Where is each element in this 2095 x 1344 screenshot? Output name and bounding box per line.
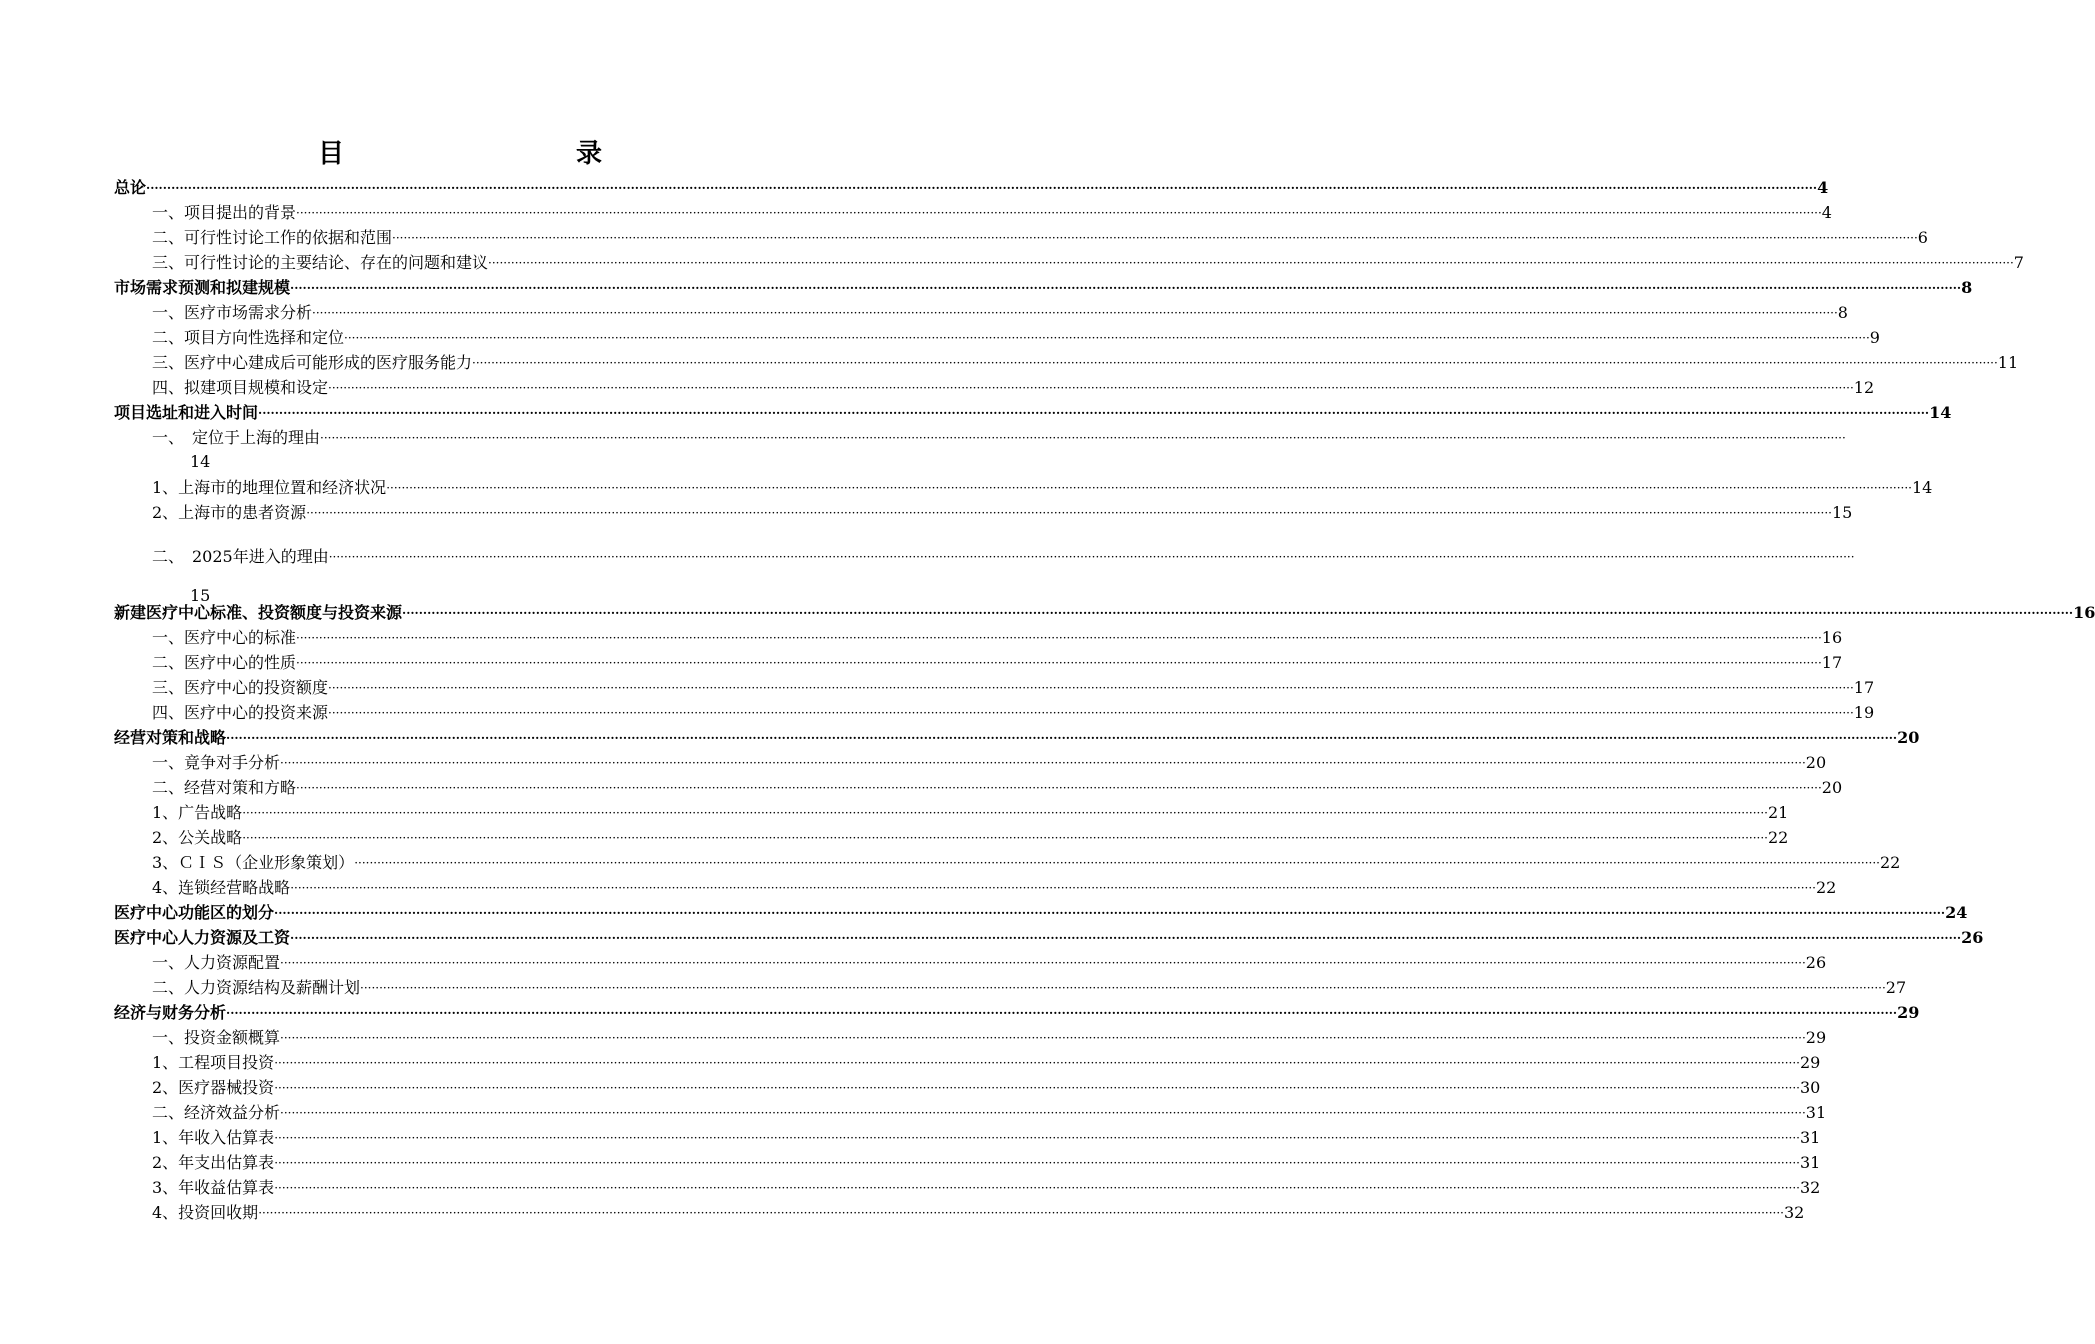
toc-entry-page: 32 <box>1799 1178 1821 1197</box>
toc-entry-page: 31 <box>1799 1153 1821 1172</box>
toc-leader-dots: ················································································································································································································································································································································································································ <box>472 356 1998 370</box>
toc-entry[interactable] <box>152 198 1832 223</box>
toc-entry-title: 2、医疗器械投资 <box>152 1078 275 1097</box>
toc-entry-title: 一、医疗中心的标准 <box>152 628 297 647</box>
toc-entry-page: 4 <box>1821 203 1832 222</box>
toc-entry-title: 总论 <box>114 178 147 197</box>
toc-entry-title: 一、竟争对手分析 <box>152 753 281 772</box>
toc-entry-page: 22 <box>1767 828 1789 847</box>
toc-leader-dots: ················································································································································································································································································································································································································ <box>488 256 2014 270</box>
toc-leader-dots: ················································································································································································································································································································································································································ <box>328 706 1854 720</box>
toc-leader-dots: ················································································································································································································································································································································································································ <box>280 1106 1806 1120</box>
toc-entry[interactable] <box>152 1048 1821 1073</box>
toc-entry[interactable] <box>152 223 1928 248</box>
toc-leader-dots: ················································································································································································································································································································································································································ <box>306 506 1832 520</box>
toc-entry[interactable] <box>152 1123 1821 1148</box>
toc-entry[interactable] <box>114 398 1952 423</box>
toc-entry-page: 20 <box>1805 753 1827 772</box>
toc-entry-page: 29 <box>1805 1028 1827 1047</box>
toc-entry-title: 二、医疗中心的性质 <box>152 653 297 672</box>
toc-entry-page: 22 <box>1815 878 1837 897</box>
toc-entry-page: 26 <box>1961 928 1984 947</box>
toc-entry-title: 2、公关战略 <box>152 828 243 847</box>
page-title: 目 录 <box>317 139 662 169</box>
toc-entry[interactable] <box>152 698 1875 723</box>
toc-leader-dots: ················································································································································································································································································································································································································ <box>344 331 1870 345</box>
toc-entry-title: 4、投资回收期 <box>152 1203 259 1222</box>
toc-entry-title: 二、人力资源结构及薪酬计划 <box>152 978 361 997</box>
toc-entry-page: 24 <box>1945 903 1968 922</box>
toc-entry-page: 4 <box>1817 178 1829 197</box>
toc-leader-dots: ················································································································································································································································································································································································································ <box>146 181 1818 195</box>
toc-leader-dots: ················································································································································································································································································································································································································ <box>392 231 1918 245</box>
toc-leader-dots: ················································································································································································································································································································································································································ <box>274 1131 1800 1145</box>
toc-entry[interactable] <box>152 873 1837 898</box>
toc-entry[interactable] <box>114 898 1968 923</box>
toc-entry[interactable] <box>152 798 1789 823</box>
toc-leader-dots: ················································································································································································································································································································································································································ <box>296 781 1822 795</box>
toc-entry-title: 二、 2025年进入的理由 <box>152 547 329 566</box>
toc-entry-title: 二、经营对策和方略 <box>152 778 297 797</box>
toc-leader-dots: ················································································································································································································································································································································································································ <box>226 1006 1898 1020</box>
toc-entry[interactable] <box>152 473 1933 498</box>
toc-leader-dots: ················································································································································································································································································································································································································ <box>258 406 1930 420</box>
toc-entry-title: 二、可行性讨论工作的依据和范围 <box>152 228 393 247</box>
toc-entry-page: 21 <box>1767 803 1789 822</box>
toc-entry-page: 9 <box>1869 328 1880 347</box>
toc-entry[interactable] <box>152 1073 1821 1098</box>
toc-entry-page: 14 <box>190 452 211 471</box>
toc-leader-dots: ················································································································································································································································································································································································································ <box>290 281 1962 295</box>
toc-entry[interactable] <box>152 973 1907 998</box>
toc-entry[interactable] <box>152 673 1875 698</box>
toc-entry[interactable] <box>152 748 1827 773</box>
toc-entry-title: 1、广告战略 <box>152 803 243 822</box>
toc-entry-title: 2、年支出估算表 <box>152 1153 275 1172</box>
toc-entry-title: 4、连锁经营略战略 <box>152 878 291 897</box>
toc-entry[interactable] <box>152 533 1855 567</box>
toc-leader-dots: ················································································································································································································································································································································································································ <box>290 881 1816 895</box>
toc-entry-page: 8 <box>1961 278 1973 297</box>
toc-entry-page: 15 <box>1831 503 1853 522</box>
toc-entry-title: 经营对策和战略 <box>114 728 227 747</box>
toc-entry-title: 一、 定位于上海的理由 <box>152 428 321 447</box>
toc-entry-title: 1、上海市的地理位置和经济状况 <box>152 478 387 497</box>
toc-entry[interactable] <box>152 1023 1827 1048</box>
toc-leader-dots: ················································································································································································································································································································································································································ <box>274 1156 1800 1170</box>
toc-entry[interactable] <box>152 1098 1827 1123</box>
toc-entry-page: 8 <box>1837 303 1848 322</box>
toc-entry[interactable] <box>152 323 1880 348</box>
toc-leader-dots: ················································································································································································································································································································································································································ <box>280 756 1806 770</box>
toc-leader-dots: ················································································································································································································································································································································································································ <box>274 1056 1800 1070</box>
toc-entry-page: 17 <box>1853 678 1875 697</box>
toc-entry-page: 11 <box>1997 353 2019 372</box>
toc-entry-title: 3、ＣＩＳ（企业形象策划） <box>152 853 355 872</box>
toc-entry-title: 市场需求预测和拟建规模 <box>114 278 291 297</box>
toc-entry[interactable] <box>152 848 1901 873</box>
toc-entry-title: 一、投资金额概算 <box>152 1028 281 1047</box>
toc-leader-dots: ················································································································································································································································································································································································································ <box>296 631 1822 645</box>
toc-leader-dots: ················································································································································································································································································································································································································ <box>354 856 1880 870</box>
toc-entry-title: 二、经济效益分析 <box>152 1103 281 1122</box>
toc-entry-title: 2、上海市的患者资源 <box>152 503 307 522</box>
toc-leader-dots: ················································································································································································································································································································································································································ <box>258 1206 1784 1220</box>
toc-entry[interactable] <box>152 1173 1821 1198</box>
toc-entry-page: 14 <box>1911 478 1933 497</box>
toc-leader-dots: ················································································································································································································································································································································································································ <box>360 981 1886 995</box>
toc-leader-dots: ················································································································································································································································································································································································································ <box>328 681 1854 695</box>
toc-leader-dots: ················································································································································································································································································································································································································ <box>290 931 1962 945</box>
toc-entry-page: 26 <box>1805 953 1827 972</box>
toc-entry-title: 医疗中心功能区的划分 <box>114 903 275 922</box>
toc-entry-title: 四、拟建项目规模和设定 <box>152 378 329 397</box>
toc-entry-page: 29 <box>1897 1003 1920 1022</box>
toc-entry-page: 12 <box>1853 378 1875 397</box>
toc-entry-page: 17 <box>1821 653 1843 672</box>
toc-leader-dots: ················································································································································································································································································································································································································ <box>280 956 1806 970</box>
toc-entry[interactable] <box>152 423 1846 448</box>
toc-entry-title: 二、项目方向性选择和定位 <box>152 328 345 347</box>
toc-leader-dots: ················································································································································································································································································································································································································ <box>226 731 1898 745</box>
toc-entry-page: 27 <box>1885 978 1907 997</box>
toc-entry-title: 项目选址和进入时间 <box>114 403 259 422</box>
toc-leader-dots: ················································································································································································································································································································································································································ <box>280 1031 1806 1045</box>
toc-entry[interactable] <box>114 998 1920 1023</box>
toc-entry[interactable] <box>152 498 1853 523</box>
toc-entry[interactable] <box>152 348 2019 373</box>
toc-entry-title: 三、医疗中心的投资额度 <box>152 678 329 697</box>
toc-entry-page: 31 <box>1805 1103 1827 1122</box>
toc-entry[interactable] <box>152 248 2024 273</box>
toc-leader-dots: ················································································································································································································································································································································································································ <box>386 481 1912 495</box>
toc-entry-title: 一、人力资源配置 <box>152 953 281 972</box>
toc-entry-title: 一、医疗市场需求分析 <box>152 303 313 322</box>
toc-entry[interactable] <box>114 273 1973 298</box>
toc-entry-page: 14 <box>1929 403 1952 422</box>
toc-entry[interactable] <box>152 648 1843 673</box>
toc-entry-page: 19 <box>1853 703 1875 722</box>
toc-leader-dots: ················································································································································································································································································································································································································ <box>328 550 1855 564</box>
toc-leader-dots: ················································································································································································································································································································································································································ <box>320 431 1846 445</box>
toc-entry-page: 29 <box>1799 1053 1821 1072</box>
toc-entry-title: 1、工程项目投资 <box>152 1053 275 1072</box>
toc-entry-title: 3、年收益估算表 <box>152 1178 275 1197</box>
toc-entry-title: 新建医疗中心标准、投资额度与投资来源 <box>114 603 403 622</box>
toc-entry[interactable] <box>114 173 1829 198</box>
toc-leader-dots: ················································································································································································································································································································································································································ <box>312 306 1838 320</box>
toc-entry[interactable] <box>114 723 1920 748</box>
toc-entry[interactable] <box>114 923 1984 948</box>
toc-entry-title: 1、年收入估算表 <box>152 1128 275 1147</box>
toc-entry-page: 30 <box>1799 1078 1821 1097</box>
toc-entry[interactable] <box>152 773 1843 798</box>
toc-entry[interactable] <box>114 598 2095 623</box>
toc-entry-page: 6 <box>1917 228 1928 247</box>
toc-entry-title: 三、医疗中心建成后可能形成的医疗服务能力 <box>152 353 473 372</box>
toc-entry-page: 22 <box>1879 853 1901 872</box>
toc-entry-page: 15 <box>190 586 211 605</box>
toc-leader-dots: ················································································································································································································································································································································································································ <box>296 656 1822 670</box>
toc-leader-dots: ················································································································································································································································································································································································································ <box>296 206 1822 220</box>
toc-entry-page: 20 <box>1821 778 1843 797</box>
toc-entry-title: 四、医疗中心的投资来源 <box>152 703 329 722</box>
toc-entry[interactable] <box>152 298 1848 323</box>
toc-entry[interactable] <box>152 948 1827 973</box>
toc-entry-page: 7 <box>2013 253 2024 272</box>
toc-entry-page: 20 <box>1897 728 1920 747</box>
toc-leader-dots: ················································································································································································································································································································································································································ <box>402 606 2074 620</box>
toc-entry[interactable] <box>152 1148 1821 1173</box>
toc-leader-dots: ················································································································································································································································································································································································································ <box>328 381 1854 395</box>
toc-leader-dots: ················································································································································································································································································································································································································ <box>274 1181 1800 1195</box>
toc-leader-dots: ················································································································································································································································································································································································································ <box>274 1081 1800 1095</box>
toc-entry-page: 32 <box>1783 1203 1805 1222</box>
toc-entry[interactable] <box>152 623 1843 648</box>
toc-leader-dots: ················································································································································································································································································································································································································ <box>242 831 1768 845</box>
toc-entry-title: 一、项目提出的背景 <box>152 203 297 222</box>
toc-leader-dots: ················································································································································································································································································································································································································ <box>242 806 1768 820</box>
toc-entry-title: 医疗中心人力资源及工资 <box>114 928 291 947</box>
toc-entry-page: 16 <box>1821 628 1843 647</box>
toc-entry[interactable] <box>152 1198 1805 1223</box>
toc-entry-title: 三、可行性讨论的主要结论、存在的问题和建议 <box>152 253 489 272</box>
toc-entry[interactable] <box>152 823 1789 848</box>
toc-leader-dots: ················································································································································································································································································································································································································ <box>274 906 1946 920</box>
toc-entry[interactable] <box>152 373 1875 398</box>
toc-entry-title: 经济与财务分析 <box>114 1003 227 1022</box>
toc-entry-page: 31 <box>1799 1128 1821 1147</box>
toc-entry-page: 16 <box>2073 603 2095 622</box>
